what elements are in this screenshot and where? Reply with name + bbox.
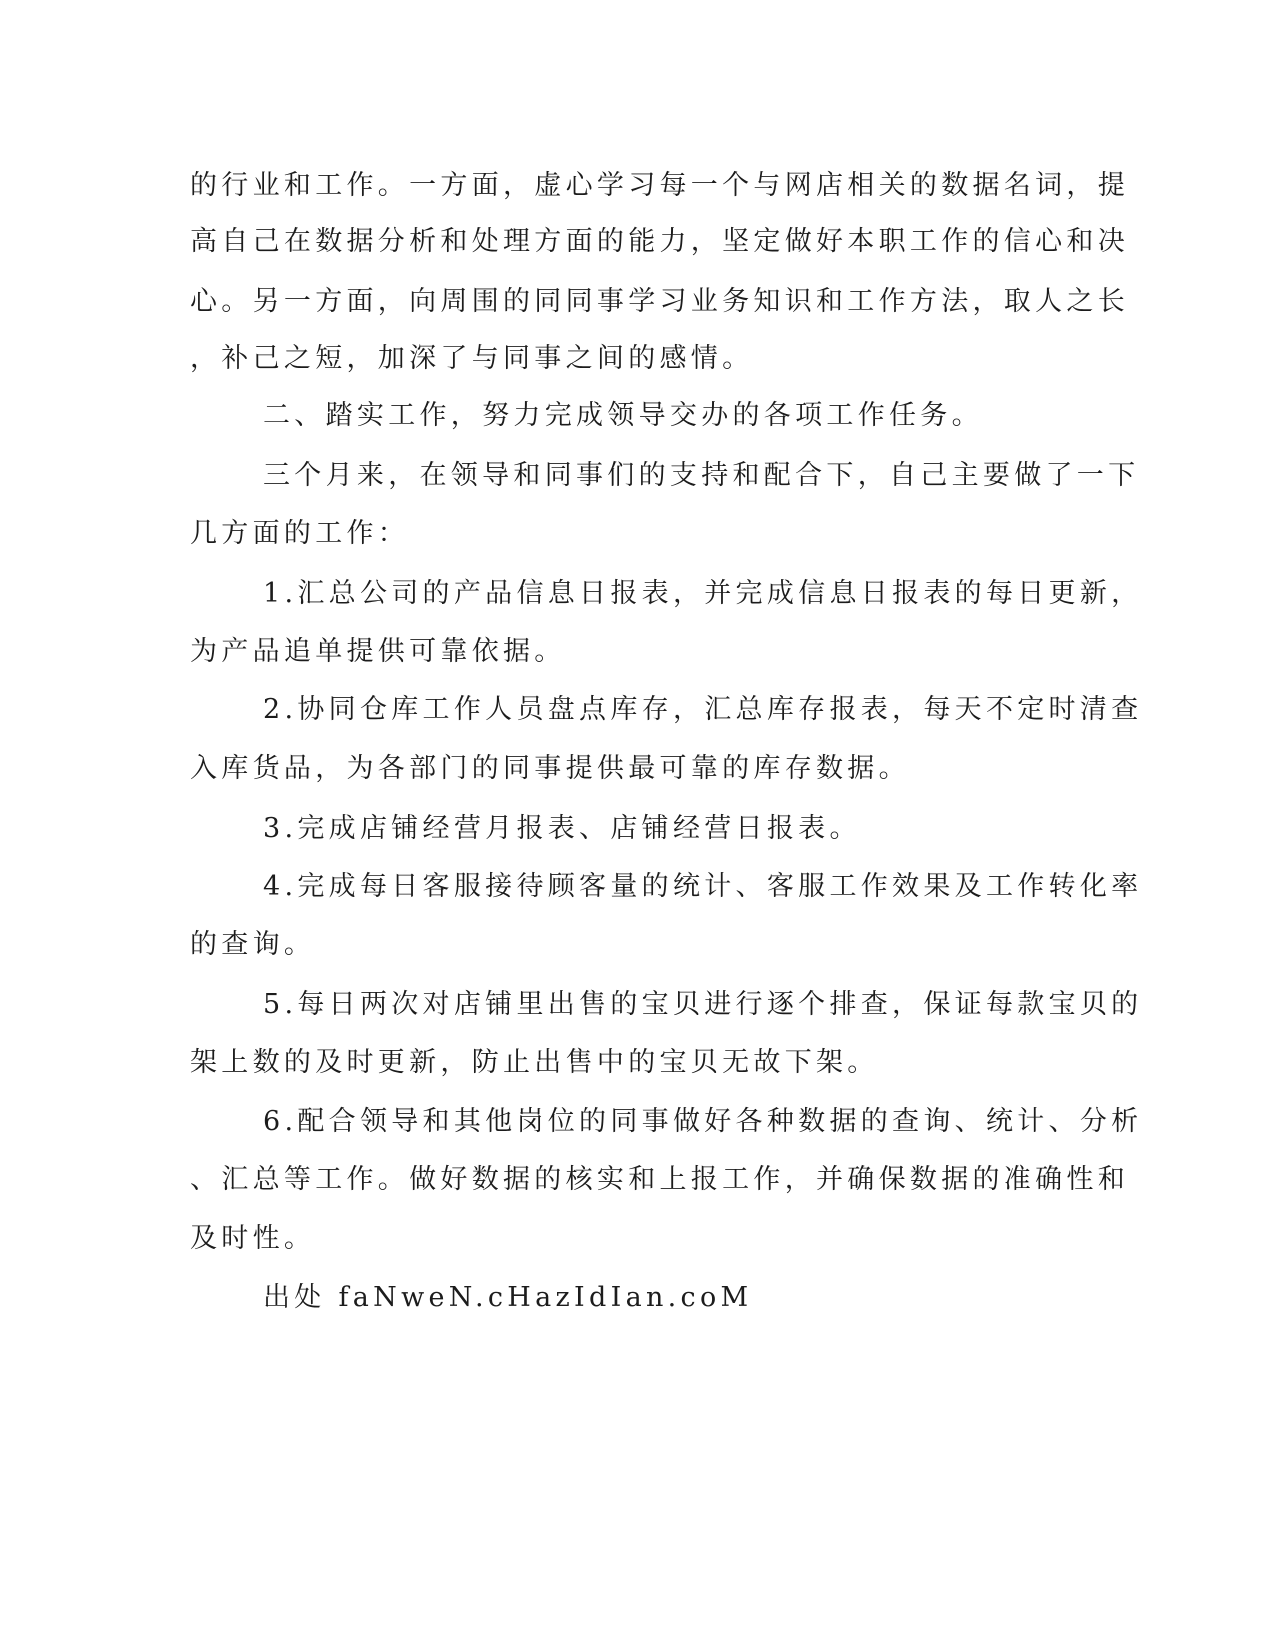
- text-line: ，补己之短，加深了与同事之间的感情。: [190, 343, 754, 374]
- text-line: 为产品追单提供可靠依据。: [190, 636, 566, 667]
- text-line: 心。另一方面，向周围的同同事学习业务知识和工作方法，取人之长: [190, 286, 1129, 317]
- list-item-4: 4.完成每日客服接待顾客量的统计、客服工作效果及工作转化率: [263, 871, 1143, 902]
- text-line: 的行业和工作。一方面，虚心学习每一个与网店相关的数据名词，提: [190, 170, 1129, 201]
- text-line: 、汇总等工作。做好数据的核实和上报工作，并确保数据的准确性和: [190, 1164, 1129, 1195]
- text-line: 及时性。: [190, 1223, 316, 1254]
- list-item-3: 3.完成店铺经营月报表、店铺经营日报表。: [263, 813, 861, 844]
- section-heading: 二、踏实工作，努力完成领导交办的各项工作任务。: [263, 400, 983, 431]
- source-line: 出处 faNweN.cHazIdIan.coM: [263, 1282, 753, 1313]
- text-line: 三个月来，在领导和同事们的支持和配合下，自己主要做了一下: [263, 460, 1140, 491]
- list-item-1: 1.汇总公司的产品信息日报表，并完成信息日报表的每日更新，: [263, 578, 1143, 609]
- list-item-2: 2.协同仓库工作人员盘点库存，汇总库存报表，每天不定时清查: [263, 694, 1143, 725]
- text-line: 入库货品，为各部门的同事提供最可靠的库存数据。: [190, 753, 910, 784]
- text-line: 的查询。: [190, 929, 316, 960]
- list-item-5: 5.每日两次对店铺里出售的宝贝进行逐个排查，保证每款宝贝的: [263, 989, 1143, 1020]
- text-line: 高自己在数据分析和处理方面的能力，坚定做好本职工作的信心和决: [190, 226, 1129, 257]
- list-item-6: 6.配合领导和其他岗位的同事做好各种数据的查询、统计、分析: [263, 1106, 1143, 1137]
- text-line: 几方面的工作：: [190, 518, 410, 549]
- text-line: 架上数的及时更新，防止出售中的宝贝无故下架。: [190, 1047, 879, 1078]
